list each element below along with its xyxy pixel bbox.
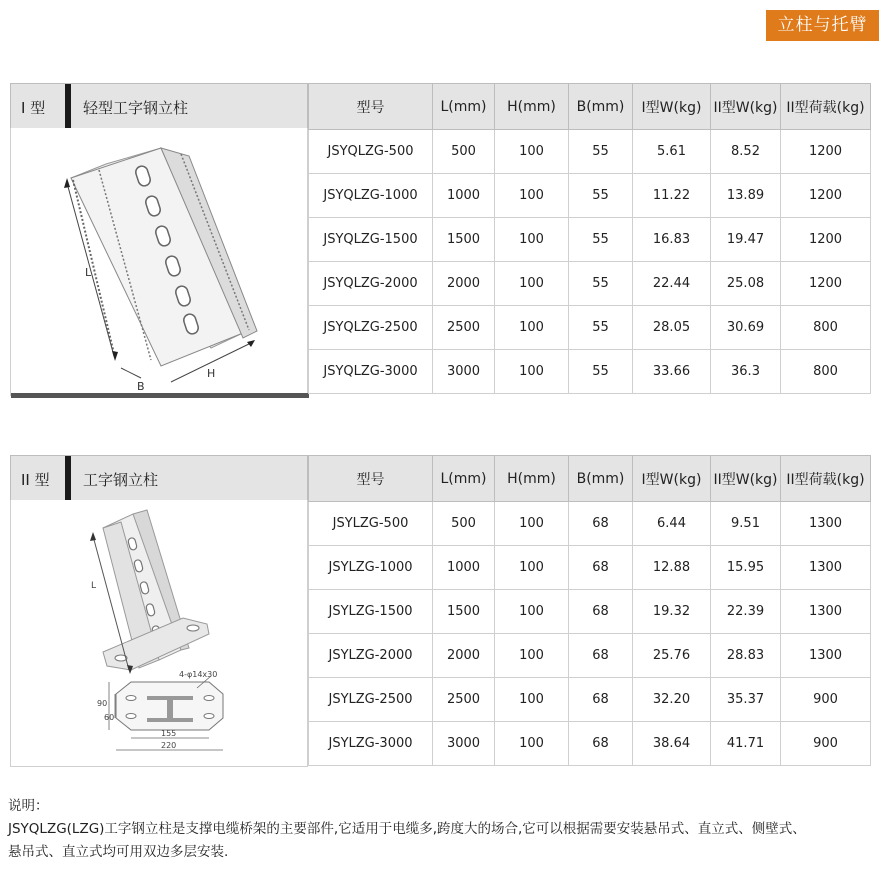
- notes-heading: 说明：: [8, 798, 49, 814]
- b-label: B: [137, 380, 145, 393]
- divider-bar: [65, 456, 71, 500]
- cell-weight-2: 8.52: [711, 130, 781, 174]
- cell-model: JSYQLZG-1000: [309, 174, 433, 218]
- cell-height: 100: [495, 306, 569, 350]
- hole-spec-label: 4-φ14x30: [179, 670, 218, 679]
- notes-block: [8, 795, 884, 864]
- cell-weight-2: 15.95: [711, 546, 781, 590]
- cell-model: JSYQLZG-2500: [309, 306, 433, 350]
- cell-width: 55: [569, 130, 633, 174]
- table-row: [309, 218, 871, 262]
- cell-model: JSYQLZG-3000: [309, 350, 433, 394]
- product-illustration: [10, 128, 308, 396]
- cell-width: 55: [569, 350, 633, 394]
- cell-width: 68: [569, 722, 633, 766]
- cell-length: 3000: [433, 722, 495, 766]
- cell-length: 2000: [433, 262, 495, 306]
- col-header: L(mm): [433, 84, 495, 130]
- col-header: I型W(kg): [633, 456, 711, 502]
- table-row: [309, 130, 871, 174]
- col-header: II型W(kg): [711, 84, 781, 130]
- dim-90-label: 90: [97, 699, 108, 708]
- cell-load: 1200: [781, 218, 871, 262]
- table-row: [309, 678, 871, 722]
- cell-weight-2: 35.37: [711, 678, 781, 722]
- cell-length: 1000: [433, 174, 495, 218]
- section-type-2: [10, 455, 886, 767]
- col-header: H(mm): [495, 84, 569, 130]
- i-beam-column-drawing: [11, 500, 307, 766]
- table-row: [309, 350, 871, 394]
- spec-table-2: [308, 455, 871, 766]
- cell-weight-1: 12.88: [633, 546, 711, 590]
- cell-weight-1: 22.44: [633, 262, 711, 306]
- col-header: L(mm): [433, 456, 495, 502]
- product-illustration: [10, 500, 308, 767]
- cell-length: 1000: [433, 546, 495, 590]
- cell-load: 800: [781, 350, 871, 394]
- dim-220-label: 220: [161, 741, 177, 750]
- table-row: [309, 174, 871, 218]
- table-row: [309, 262, 871, 306]
- cell-width: 68: [569, 546, 633, 590]
- table-row: [309, 546, 871, 590]
- footer-strip: [11, 393, 309, 398]
- cell-weight-1: 11.22: [633, 174, 711, 218]
- cell-load: 900: [781, 678, 871, 722]
- cell-length: 2500: [433, 306, 495, 350]
- cell-weight-1: 32.20: [633, 678, 711, 722]
- cell-model: JSYQLZG-1500: [309, 218, 433, 262]
- cell-weight-2: 25.08: [711, 262, 781, 306]
- cell-height: 100: [495, 350, 569, 394]
- cell-height: 100: [495, 174, 569, 218]
- cell-weight-1: 38.64: [633, 722, 711, 766]
- section-badge: 立柱与托臂: [766, 10, 879, 41]
- section-type-1: [10, 83, 886, 398]
- notes-line-2: 悬吊式、直立式均可用双边多层安装.: [8, 844, 229, 860]
- col-header: II型W(kg): [711, 456, 781, 502]
- cell-height: 100: [495, 546, 569, 590]
- spec-table-1: [308, 83, 871, 394]
- cell-model: JSYLZG-1000: [309, 546, 433, 590]
- cell-height: 100: [495, 634, 569, 678]
- type-label: II 型: [21, 471, 50, 489]
- cell-load: 1300: [781, 634, 871, 678]
- h-label: H: [207, 367, 216, 380]
- cell-load: 900: [781, 722, 871, 766]
- cell-weight-1: 25.76: [633, 634, 711, 678]
- cell-model: JSYQLZG-500: [309, 130, 433, 174]
- section-title: 工字钢立柱: [83, 471, 159, 489]
- col-header: 型号: [309, 456, 433, 502]
- dim-155-label: 155: [161, 729, 177, 738]
- cell-model: JSYLZG-500: [309, 502, 433, 546]
- col-header: I型W(kg): [633, 84, 711, 130]
- cell-width: 55: [569, 218, 633, 262]
- table-row: [309, 306, 871, 350]
- cell-height: 100: [495, 590, 569, 634]
- cell-load: 1200: [781, 130, 871, 174]
- cell-length: 1500: [433, 590, 495, 634]
- cell-length: 3000: [433, 350, 495, 394]
- cell-length: 2000: [433, 634, 495, 678]
- cell-width: 55: [569, 174, 633, 218]
- notes-line-1: JSYQLZG(LZG)工字钢立柱是支撑电缆桥架的主要部件,它适用于电缆多,跨度大的场合,它可以根据需要安装悬吊式、直立式、侧壁式、: [8, 821, 806, 837]
- length-label: L: [91, 581, 97, 591]
- cell-model: JSYLZG-2000: [309, 634, 433, 678]
- cell-width: 55: [569, 306, 633, 350]
- col-header: II型荷载(kg): [781, 84, 871, 130]
- cell-weight-1: 33.66: [633, 350, 711, 394]
- cell-length: 2500: [433, 678, 495, 722]
- cell-weight-2: 13.89: [711, 174, 781, 218]
- light-i-beam-column-drawing: [11, 128, 307, 396]
- section-header: [10, 83, 308, 129]
- cell-length: 500: [433, 502, 495, 546]
- cell-weight-1: 19.32: [633, 590, 711, 634]
- cell-weight-2: 22.39: [711, 590, 781, 634]
- cell-load: 1300: [781, 502, 871, 546]
- table-row: [309, 722, 871, 766]
- cell-height: 100: [495, 262, 569, 306]
- col-header: 型号: [309, 84, 433, 130]
- cell-model: JSYLZG-3000: [309, 722, 433, 766]
- divider-bar: [65, 84, 71, 128]
- cell-height: 100: [495, 130, 569, 174]
- cell-model: JSYLZG-2500: [309, 678, 433, 722]
- length-label: L: [85, 266, 92, 279]
- col-header: H(mm): [495, 456, 569, 502]
- table-header-row: [309, 84, 871, 130]
- cell-weight-2: 9.51: [711, 502, 781, 546]
- cell-width: 68: [569, 502, 633, 546]
- cell-weight-1: 5.61: [633, 130, 711, 174]
- type-label: I 型: [21, 99, 46, 117]
- cell-weight-2: 28.83: [711, 634, 781, 678]
- table-row: [309, 590, 871, 634]
- cell-width: 68: [569, 590, 633, 634]
- cell-width: 68: [569, 634, 633, 678]
- cell-length: 1500: [433, 218, 495, 262]
- cell-weight-1: 28.05: [633, 306, 711, 350]
- cell-weight-2: 41.71: [711, 722, 781, 766]
- cell-weight-2: 36.3: [711, 350, 781, 394]
- table-header-row: [309, 456, 871, 502]
- col-header: B(mm): [569, 456, 633, 502]
- table-row: [309, 634, 871, 678]
- cell-weight-1: 16.83: [633, 218, 711, 262]
- cell-model: JSYLZG-1500: [309, 590, 433, 634]
- cell-height: 100: [495, 678, 569, 722]
- cell-height: 100: [495, 218, 569, 262]
- cell-height: 100: [495, 502, 569, 546]
- cell-model: JSYQLZG-2000: [309, 262, 433, 306]
- cell-weight-1: 6.44: [633, 502, 711, 546]
- col-header: II型荷载(kg): [781, 456, 871, 502]
- cell-load: 1200: [781, 174, 871, 218]
- section-title: 轻型工字钢立柱: [83, 99, 189, 117]
- cell-width: 55: [569, 262, 633, 306]
- cell-height: 100: [495, 722, 569, 766]
- cell-load: 1300: [781, 546, 871, 590]
- cell-load: 800: [781, 306, 871, 350]
- cell-weight-2: 30.69: [711, 306, 781, 350]
- col-header: B(mm): [569, 84, 633, 130]
- cell-weight-2: 19.47: [711, 218, 781, 262]
- table-row: [309, 502, 871, 546]
- cell-load: 1300: [781, 590, 871, 634]
- cell-length: 500: [433, 130, 495, 174]
- section-header: [10, 455, 308, 501]
- cell-width: 68: [569, 678, 633, 722]
- dim-60-label: 60: [104, 713, 115, 722]
- cell-load: 1200: [781, 262, 871, 306]
